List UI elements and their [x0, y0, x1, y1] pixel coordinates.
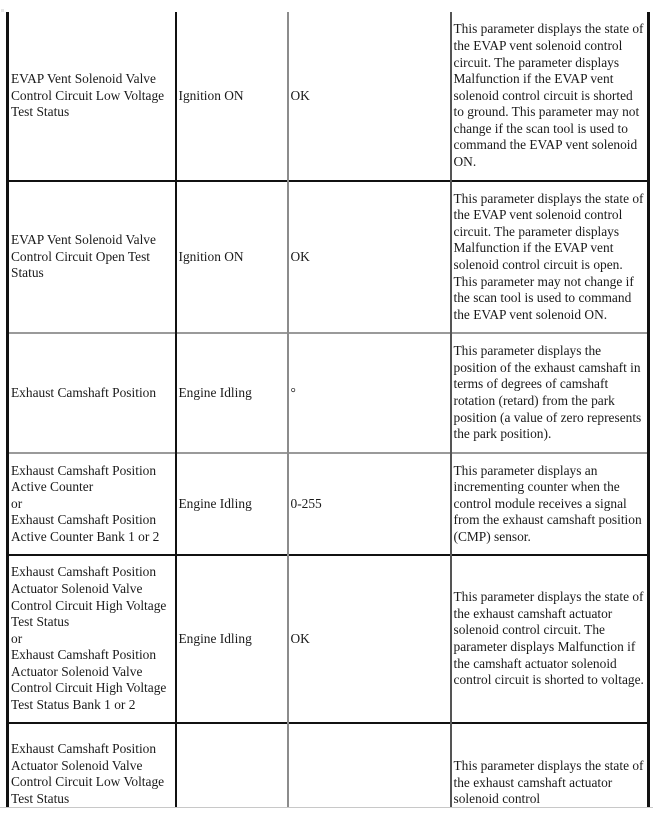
description-cell: This parameter displays the state of the EVAP vent solenoid control circuit. The parameter displays Malfunction if the EVAP vent solenoid control circuit is open. This parameter may not change if the scan tool is used to command the EVAP vent solenoid ON.	[451, 181, 649, 333]
parameter-name-cell	[8, 723, 176, 814]
parameter-name-separator: or	[11, 495, 23, 511]
condition-cell: Ignition ON	[176, 12, 288, 181]
description-cell: This parameter displays the state of the EVAP vent solenoid control circuit. The parameter displays Malfunction if the EVAP vent solenoid control circuit is shorted to ground. This parameter may not change if the scan tool is used to command the EVAP vent solenoid ON.	[451, 12, 649, 181]
condition-cell: Engine Idling	[176, 453, 288, 555]
description-cell: This parameter displays the state of the exhaust camshaft actuator solenoid control circuit. The parameter displays Malfunction if the camshaft actuator solenoid control circuit is shorted to voltage.	[451, 555, 649, 723]
value-cell: OK	[288, 555, 451, 723]
parameter-name-separator: or	[11, 630, 23, 646]
condition-cell: Engine Idling	[176, 555, 288, 723]
condition-cell: Ignition ON	[176, 181, 288, 333]
parameter-name: Exhaust Camshaft Position Actuator Solenoid Valve Control Circuit Low Voltage Test Status	[11, 741, 165, 806]
parameter-name: Exhaust Camshaft Position Active Counter	[11, 462, 157, 495]
parameter-name-cell	[8, 12, 176, 181]
parameter-name-cell	[8, 555, 176, 723]
description-cell: This parameter displays the state of the exhaust camshaft actuator solenoid control	[451, 723, 649, 814]
parameter-name: Exhaust Camshaft Position	[11, 384, 157, 400]
parameter-name-cell	[8, 333, 176, 453]
parameter-name-alt: Exhaust Camshaft Position Active Counter Bank 1 or 2	[11, 512, 160, 544]
table-row	[8, 555, 649, 723]
description-cell: This parameter displays an incrementing counter when the control module receives a signal from the exhaust camshaft position (CMP) sensor.	[451, 453, 649, 555]
value-cell: OK	[288, 12, 451, 181]
parameter-name-alt: Exhaust Camshaft Position Actuator Solenoid Valve Control Circuit High Voltage Test Status Bank 1 or 2	[11, 647, 167, 713]
condition-cell: Engine Idling	[176, 333, 288, 453]
parameter-name: EVAP Vent Solenoid Valve Control Circuit Open Test Status	[11, 232, 156, 281]
condition-cell	[176, 723, 288, 814]
table-row	[8, 333, 649, 453]
parameter-name: Exhaust Camshaft Position Actuator Solenoid Valve Control Circuit High Voltage Test Status	[11, 564, 167, 630]
table-row	[8, 453, 649, 555]
scan-artifact	[1, 9, 4, 12]
value-cell	[288, 723, 451, 814]
parameter-name: EVAP Vent Solenoid Valve Control Circuit Low Voltage Test Status	[11, 71, 165, 120]
value-cell: OK	[288, 181, 451, 333]
table-row	[8, 12, 649, 181]
parameter-table	[6, 12, 650, 814]
parameter-name-cell	[8, 453, 176, 555]
table-row	[8, 723, 649, 814]
value-cell: °	[288, 333, 451, 453]
page-bottom-margin	[0, 808, 653, 814]
parameter-name-cell	[8, 181, 176, 333]
table-row	[8, 181, 649, 333]
description-cell: This parameter displays the position of the exhaust camshaft in terms of degrees of camshaft rotation (retard) from the park position (a value of zero represents the park position).	[451, 333, 649, 453]
value-cell: 0-255	[288, 453, 451, 555]
